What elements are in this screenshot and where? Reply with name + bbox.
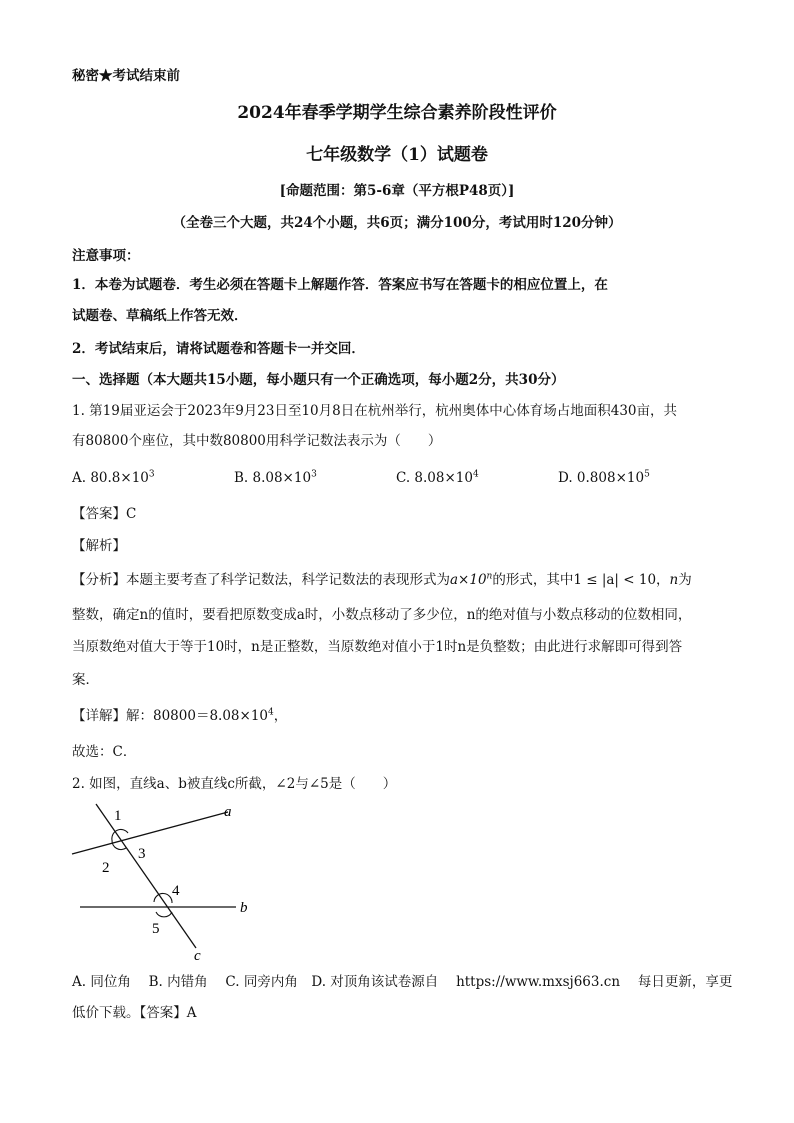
label-b: b xyxy=(240,900,248,916)
exam-subtitle: 七年级数学（1）试题卷 xyxy=(306,145,488,165)
section-1-heading: 一、选择题（本大题共15小题，每小题只有一个正确选项，每小题2分，共30分） xyxy=(72,372,565,388)
q1-option-c: C. $8.08\times 10^4$ xyxy=(396,469,479,486)
notes-item-2: 2．考试结束后，请将试题卷和答题卡一并交回． xyxy=(72,341,365,357)
label-a: a xyxy=(224,804,232,820)
label-4: 4 xyxy=(172,883,180,899)
q1-fenxi-line-1: 【分析】本题主要考查了科学记数法，科学记数法的表现形式为$a\times 10^n$的形式，其中1 ≤ |a| < 10，n为 xyxy=(72,571,692,588)
line-a xyxy=(72,812,228,854)
exam-info: （全卷三个大题，共24个小题，共6页；满分100分，考试用时120分钟） xyxy=(172,215,622,231)
label-1: 1 xyxy=(114,808,122,824)
exam-scope: [命题范围：第5-6章（平方根P48页）] xyxy=(279,183,515,199)
exam-title: 2024年春季学期学生综合素养阶段性评价 xyxy=(237,103,557,123)
label-c: c xyxy=(194,948,201,964)
q1-stem-line-2: 有80800个座位，其中数80800用科学记数法表示为（ ） xyxy=(72,433,442,449)
q1-fenxi-line-3: 当原数绝对值大于等于10时，n是正整数，当原数绝对值小于1时n是负整数；由此进行求解即可得到答 xyxy=(72,639,683,655)
q1-option-b: B. $8.08\times 10^3$ xyxy=(234,469,317,486)
notes-item-1-line-1: 1．本卷为试题卷．考生必须在答题卡上解题作答．答案应书写在答题卡的相应位置上，在 xyxy=(72,277,608,293)
q1-stem-line-1: 1. 第19届亚运会于2023年9月23日至10月8日在杭州举行，杭州奥体中心体育场占地面积430亩，共 xyxy=(72,403,678,419)
notes-heading: 注意事项： xyxy=(72,248,140,264)
q2-geometry-figure xyxy=(68,800,268,965)
q1-detail: 【详解】解：$80800=8.08\times 10^4$， xyxy=(72,707,288,724)
label-5: 5 xyxy=(152,921,160,937)
q2-answer-line: 低价下载。【答案】A xyxy=(72,1005,197,1021)
notes-item-1-line-2: 试题卷、草稿纸上作答无效． xyxy=(72,308,248,324)
line-c xyxy=(96,804,196,948)
q1-answer: 【答案】C xyxy=(72,506,137,522)
q1-choice: 故选：C． xyxy=(72,744,137,760)
q2-stem: 2. 如图，直线a、b被直线c所截，∠2与∠5是（ ） xyxy=(72,776,397,792)
q1-fenxi-line-4: 案． xyxy=(72,672,99,688)
label-3: 3 xyxy=(138,846,146,862)
label-2: 2 xyxy=(102,860,110,876)
q1-analysis-tag: 【解析】 xyxy=(72,538,126,554)
q1-fenxi-line-2: 整数，确定n的值时，要看把原数变成a时，小数点移动了多少位，n的绝对值与小数点移动的位数相同， xyxy=(72,607,692,623)
q1-option-a: A. $80.8\times 10^3$ xyxy=(72,469,155,486)
angle-arc-5 xyxy=(156,912,172,917)
q2-options-line: A. 同位角 B. 内错角 C. 同旁内角 D. 对顶角该试卷源自 https://www.mxsj663.cn 每日更新，享更 xyxy=(72,974,733,990)
q1-option-d: D. $0.808\times 10^5$ xyxy=(558,469,650,486)
secret-label: 秘密★考试结束前 xyxy=(72,68,180,84)
